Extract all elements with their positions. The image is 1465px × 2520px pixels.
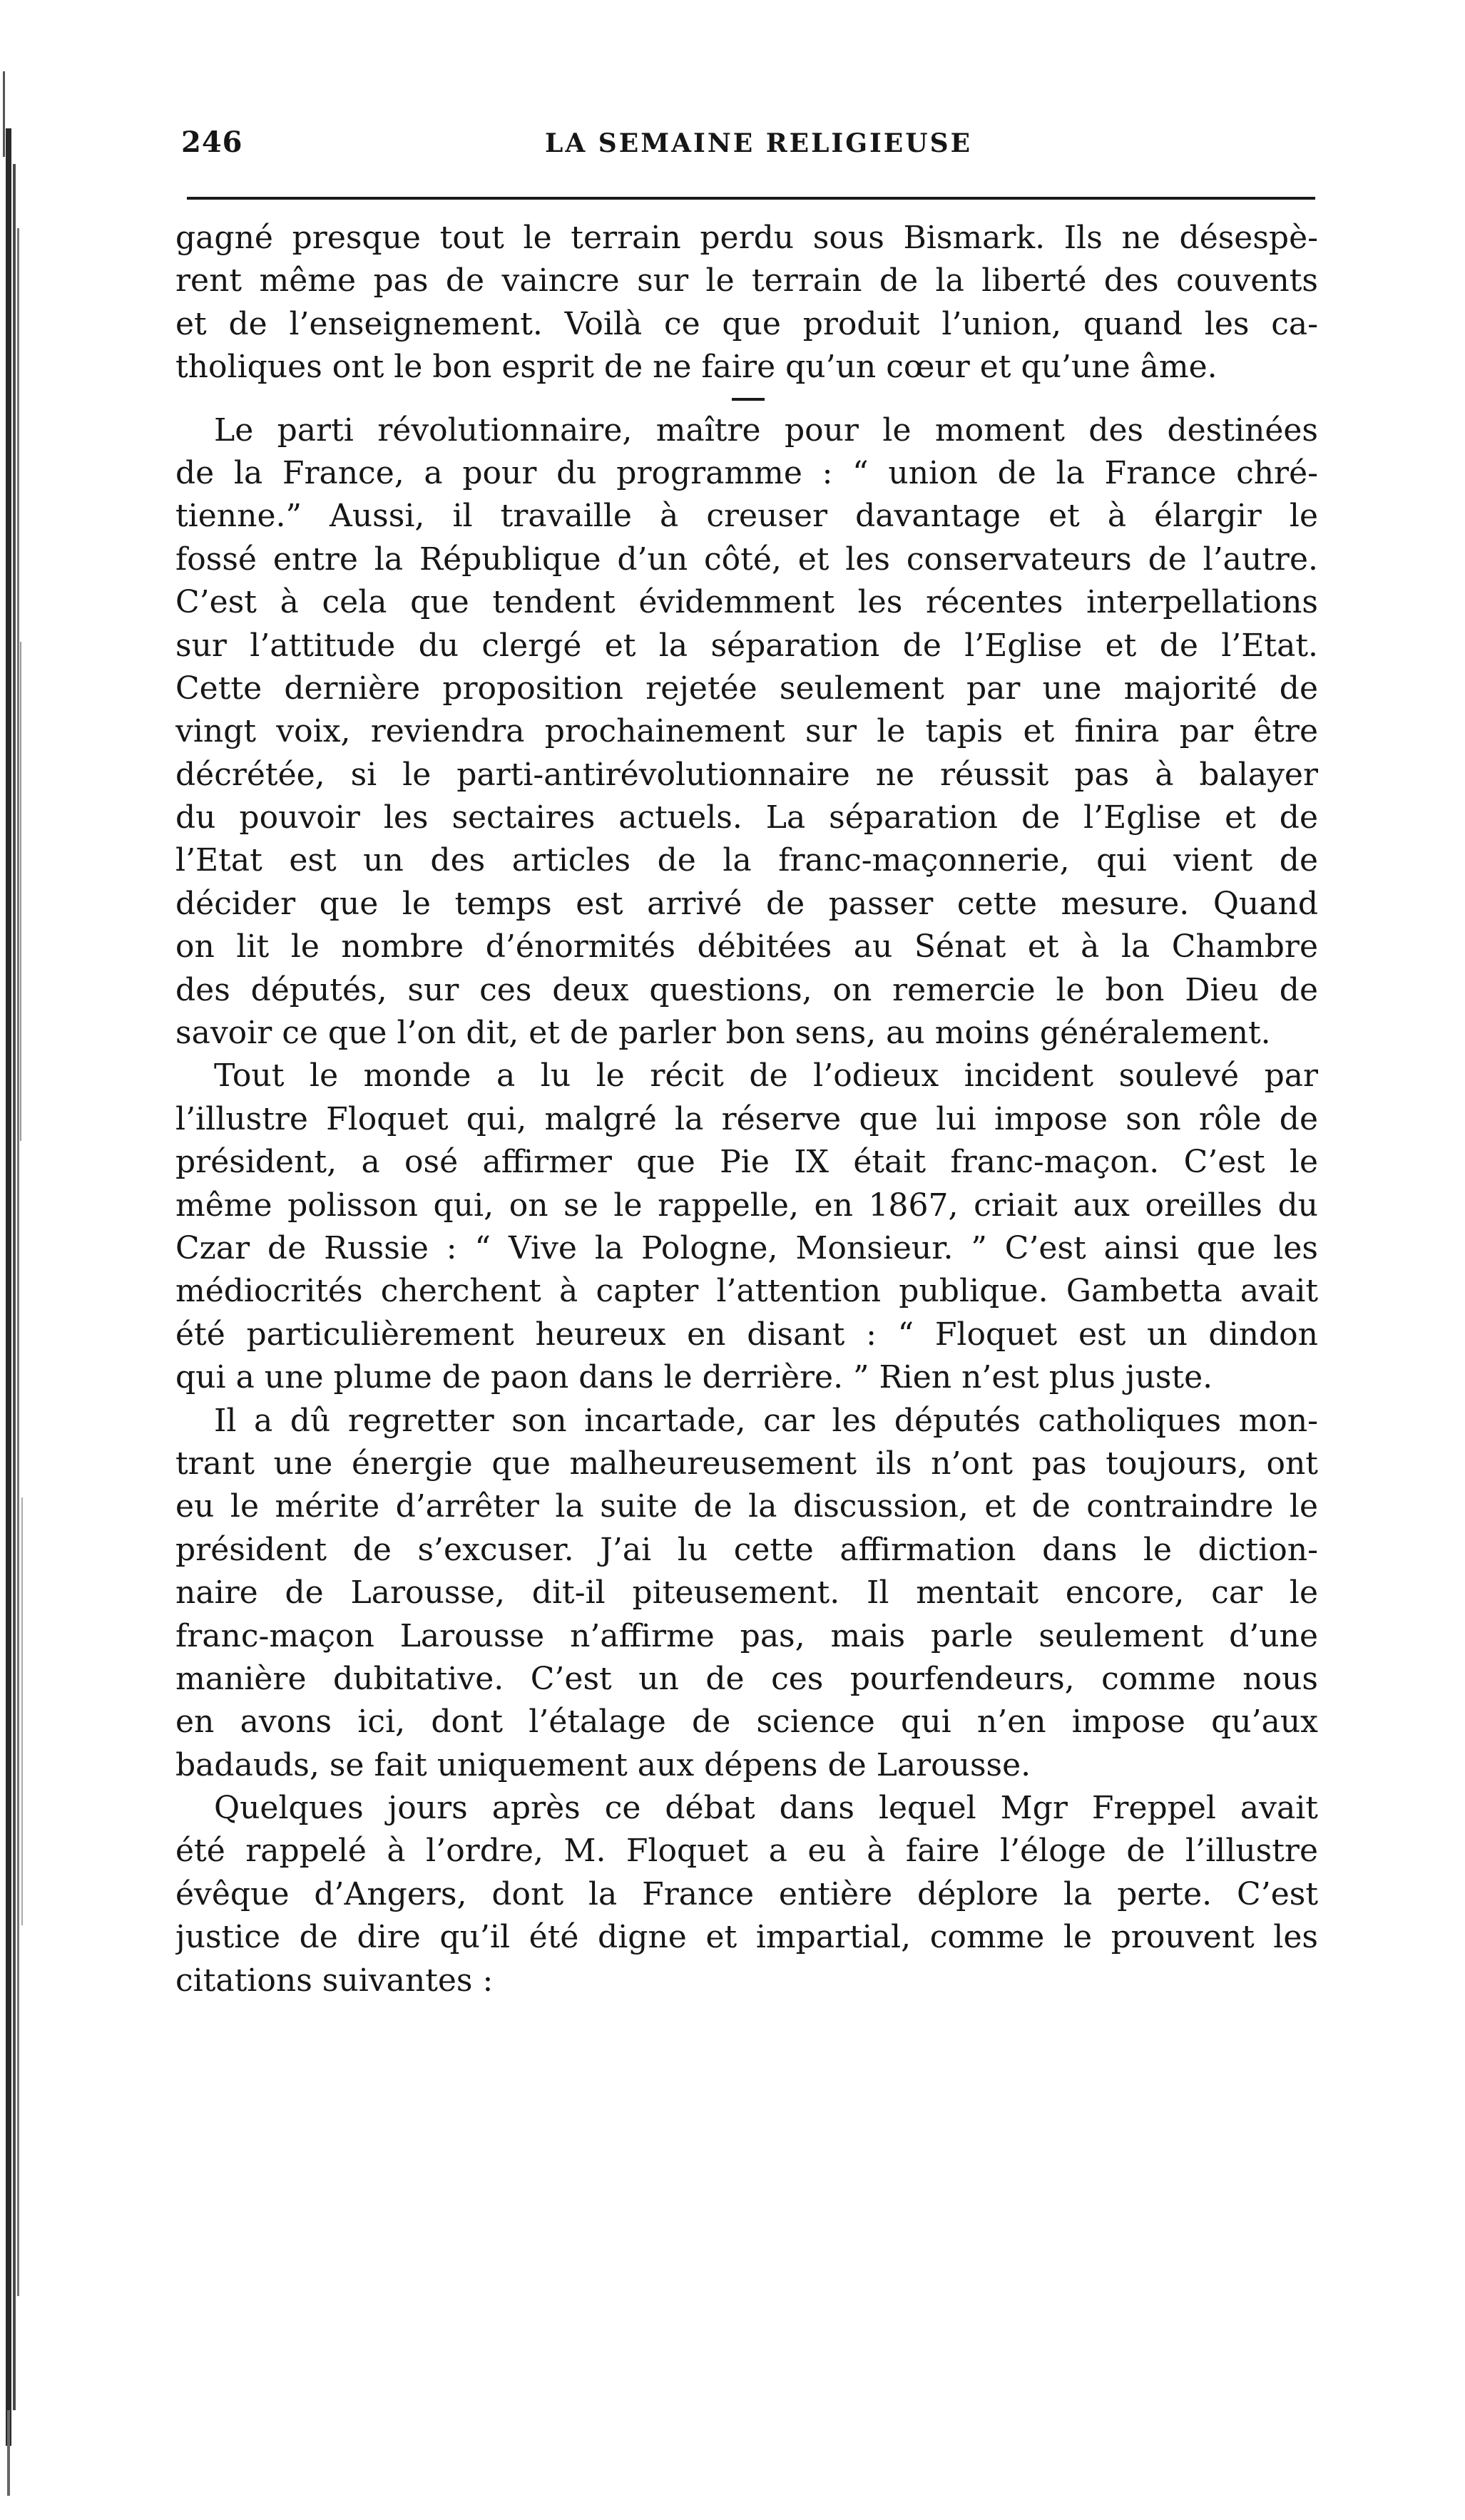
section-divider xyxy=(175,389,1318,409)
text-line: manière dubitative. C’est un de ces pourfendeurs, comme nous xyxy=(175,1660,1318,1697)
body-text xyxy=(175,217,1318,2002)
text-line: Tout le monde a lu le récit de l’odieux incident soulevé par xyxy=(214,1057,1318,1095)
text-line: même polisson qui, on se le rappelle, en 1867, criait aux oreilles du xyxy=(175,1187,1318,1224)
text-line: été rappelé à l’ordre, M. Floquet a eu à faire l’éloge de l’illustre xyxy=(175,1833,1318,1870)
binding-edge-scan-noise xyxy=(0,0,93,2520)
text-line: franc-maçon Larousse n’affirme pas, mais parle seulement d’une xyxy=(175,1617,1318,1654)
text-line: en avons ici, dont l’étalage de science qui n’en impose qu’aux xyxy=(175,1704,1318,1741)
text-line: Il a dû regretter son incartade, car les députés catholiques mon- xyxy=(214,1402,1318,1439)
text-line: décrétée, si le parti-antirévolutionnaire ne réussit pas à balayer xyxy=(175,756,1318,793)
short-rule xyxy=(732,398,765,401)
text-line: vingt voix, reviendra prochainement sur le tapis et finira par être xyxy=(175,713,1318,750)
text-line: décider que le temps est arrivé de passer cette mesure. Quand xyxy=(175,885,1318,922)
text-line: l’illustre Floquet qui, malgré la réserve que lui impose son rôle de xyxy=(175,1100,1318,1137)
text-line: qui a une plume de paon dans le derrière. ” Rien n’est plus juste. xyxy=(175,1359,1213,1396)
text-line: Cette dernière proposition rejetée seulement par une majorité de xyxy=(175,670,1318,707)
text-line: justice de dire qu’il été digne et impartial, comme le prouvent les xyxy=(175,1919,1318,1956)
text-line: sur l’attitude du clergé et la séparation de l’Eglise et de l’Etat. xyxy=(175,627,1318,664)
text-line: Quelques jours après ce débat dans lequel Mgr Freppel avait xyxy=(214,1790,1318,1827)
page-header xyxy=(181,126,1315,168)
text-line: du pouvoir les sectaires actuels. La séparation de l’Eglise et de xyxy=(175,799,1318,836)
text-line: et de l’enseignement. Voilà ce que produit l’union, quand les ca- xyxy=(175,305,1318,342)
text-line: Le parti révolutionnaire, maître pour le moment des destinées xyxy=(214,411,1318,449)
text-line: Czar de Russie : “ Vive la Pologne, Monsieur. ” C’est ainsi que les xyxy=(175,1229,1318,1266)
text-line: tholiques ont le bon esprit de ne faire qu’un cœur et qu’une âme. xyxy=(175,349,1218,386)
text-line: trant une énergie que malheureusement ils n’ont pas toujours, ont xyxy=(175,1445,1318,1482)
text-line: gagné presque tout le terrain perdu sous Bismark. Ils ne désespè- xyxy=(175,220,1318,256)
text-line: rent même pas de vaincre sur le terrain de la liberté des couvents xyxy=(175,262,1318,299)
text-line: président, a osé affirmer que Pie IX était franc-maçon. C’est le xyxy=(175,1144,1318,1181)
text-line: président de s’excuser. J’ai lu cette affirmation dans le diction- xyxy=(175,1531,1318,1568)
text-line: été particulièrement heureux en disant : “ Floquet est un dindon xyxy=(175,1316,1318,1353)
text-line: citations suivantes : xyxy=(175,1962,494,1999)
text-line: médiocrités cherchent à capter l’attention publique. Gambetta avait xyxy=(175,1273,1318,1310)
text-line: de la France, a pour du programme : “ union de la France chré- xyxy=(175,454,1318,491)
text-line: évêque d’Angers, dont la France entière déplore la perte. C’est xyxy=(175,1875,1318,1912)
text-line: on lit le nombre d’énormités débitées au Sénat et à la Chambre xyxy=(175,928,1318,966)
running-title: LA SEMAINE RELIGIEUSE xyxy=(545,128,973,158)
text-line: naire de Larousse, dit-il piteusement. Il mentait encore, car le xyxy=(175,1574,1318,1612)
text-line: savoir ce que l’on dit, et de parler bon sens, au moins généralement. xyxy=(175,1015,1271,1052)
text-line: fossé entre la République d’un côté, et les conservateurs de l’autre. xyxy=(175,541,1318,578)
header-rule xyxy=(187,197,1315,200)
text-line: des députés, sur ces deux questions, on remercie le bon Dieu de xyxy=(175,971,1318,1008)
text-line: l’Etat est un des articles de la franc-maçonnerie, qui vient de xyxy=(175,842,1318,879)
text-line: tienne.” Aussi, il travaille à creuser davantage et à élargir le xyxy=(175,498,1318,535)
text-line: C’est à cela que tendent évidemment les récentes interpellations xyxy=(175,584,1318,621)
text-line: badauds, se fait uniquement aux dépens de Larousse. xyxy=(175,1746,1031,1783)
page-number: 246 xyxy=(181,126,243,159)
text-line: eu le mérite d’arrêter la suite de la discussion, et de contraindre le xyxy=(175,1488,1318,1525)
